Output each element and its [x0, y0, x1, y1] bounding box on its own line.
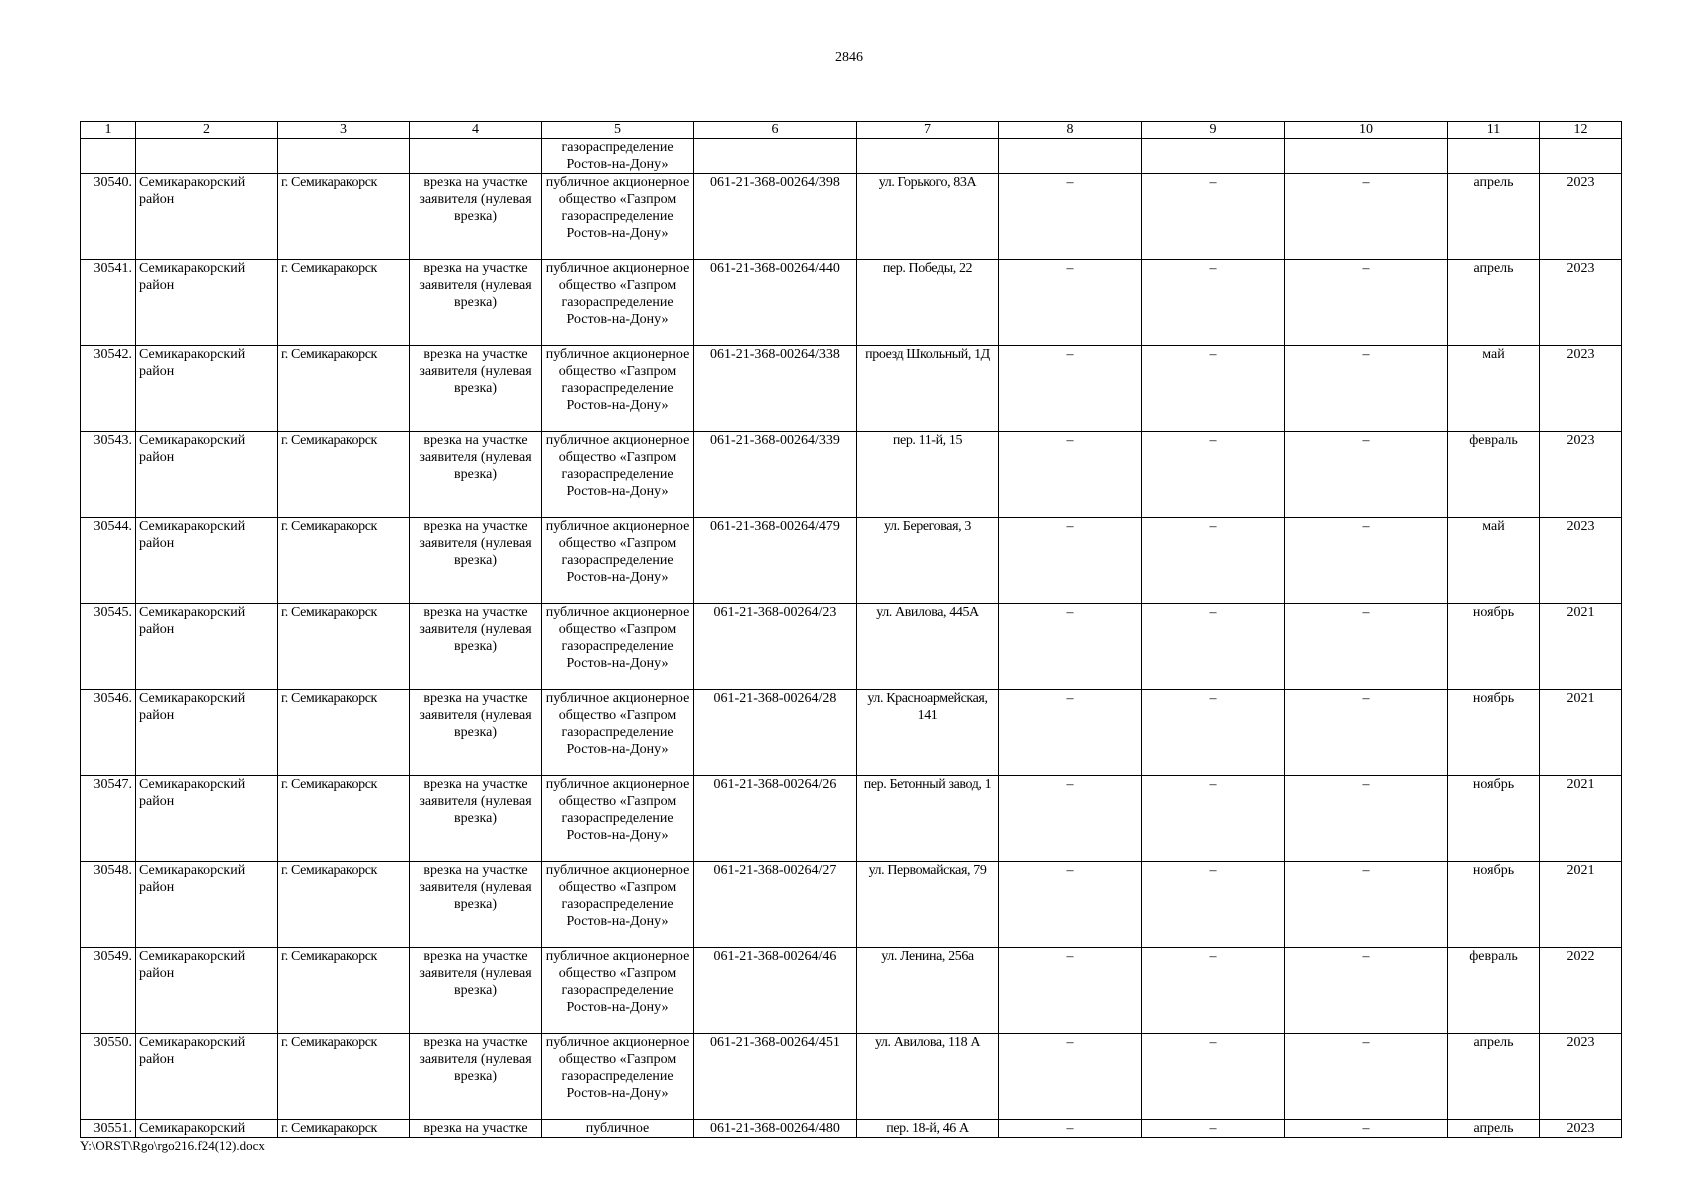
empty-cell — [694, 139, 857, 174]
project-code-cell: 061-21-368-00264/440 — [694, 260, 857, 346]
row-number-cell: 30541. — [81, 260, 136, 346]
column-8-cell: – — [999, 1120, 1142, 1138]
column-10-cell: – — [1285, 260, 1448, 346]
project-code-cell: 061-21-368-00264/338 — [694, 346, 857, 432]
month-cell: февраль — [1448, 948, 1540, 1034]
connection-type-cell: врезка на участке заявителя (нулевая врезка) — [410, 776, 542, 862]
organization-cell: публичное акционерное общество «Газпром газораспределение Ростов-на-Дону» — [542, 518, 694, 604]
address-cell: пер. 18-й, 46 А — [857, 1120, 999, 1138]
column-8-cell: – — [999, 604, 1142, 690]
table-row — [81, 518, 1622, 604]
month-cell: май — [1448, 346, 1540, 432]
table-row — [81, 604, 1622, 690]
table-row — [81, 432, 1622, 518]
row-number-cell: 30544. — [81, 518, 136, 604]
column-header: 8 — [999, 122, 1142, 139]
column-10-cell: – — [1285, 518, 1448, 604]
district-cell: Семикаракорский район — [136, 174, 278, 260]
connection-type-cell: врезка на участке заявителя (нулевая врезка) — [410, 604, 542, 690]
empty-cell — [999, 139, 1142, 174]
year-cell: 2023 — [1540, 1120, 1622, 1138]
address-cell: проезд Школьный, 1Д — [857, 346, 999, 432]
column-10-cell: – — [1285, 346, 1448, 432]
organization-cell: публичное акционерное общество «Газпром газораспределение Ростов-на-Дону» — [542, 174, 694, 260]
row-number-cell: 30546. — [81, 690, 136, 776]
column-9-cell: – — [1142, 1034, 1285, 1120]
column-header: 7 — [857, 122, 999, 139]
column-8-cell: – — [999, 174, 1142, 260]
district-cell: Семикаракорский район — [136, 518, 278, 604]
column-9-cell: – — [1142, 260, 1285, 346]
column-9-cell: – — [1142, 604, 1285, 690]
row-number-cell: 30550. — [81, 1034, 136, 1120]
year-cell: 2021 — [1540, 862, 1622, 948]
connection-type-cell: врезка на участке заявителя (нулевая врезка) — [410, 432, 542, 518]
connection-type-cell: врезка на участке заявителя (нулевая врезка) — [410, 690, 542, 776]
organization-cell: публичное акционерное общество «Газпром газораспределение Ростов-на-Дону» — [542, 1034, 694, 1120]
column-10-cell: – — [1285, 604, 1448, 690]
month-cell: ноябрь — [1448, 776, 1540, 862]
table-row — [81, 260, 1622, 346]
column-header: 3 — [278, 122, 410, 139]
address-cell: пер. 11-й, 15 — [857, 432, 999, 518]
year-cell: 2022 — [1540, 948, 1622, 1034]
year-cell: 2021 — [1540, 776, 1622, 862]
organization-cell: публичное акционерное общество «Газпром газораспределение Ростов-на-Дону» — [542, 260, 694, 346]
empty-cell — [81, 139, 136, 174]
table-row — [81, 1034, 1622, 1120]
city-cell: г. Семикаракорск — [278, 948, 410, 1034]
row-number-cell: 30548. — [81, 862, 136, 948]
project-code-cell: 061-21-368-00264/46 — [694, 948, 857, 1034]
row-number-cell: 30549. — [81, 948, 136, 1034]
connection-type-cell: врезка на участке — [410, 1120, 542, 1138]
column-8-cell: – — [999, 862, 1142, 948]
city-cell: г. Семикаракорск — [278, 174, 410, 260]
year-cell: 2023 — [1540, 260, 1622, 346]
column-9-cell: – — [1142, 346, 1285, 432]
column-9-cell: – — [1142, 862, 1285, 948]
table-row — [81, 862, 1622, 948]
column-header: 11 — [1448, 122, 1540, 139]
district-cell: Семикаракорский район — [136, 1034, 278, 1120]
city-cell: г. Семикаракорск — [278, 346, 410, 432]
city-cell: г. Семикаракорск — [278, 776, 410, 862]
year-cell: 2021 — [1540, 690, 1622, 776]
column-10-cell: – — [1285, 948, 1448, 1034]
connection-type-cell: врезка на участке заявителя (нулевая врезка) — [410, 174, 542, 260]
address-cell: ул. Горького, 83А — [857, 174, 999, 260]
column-header: 9 — [1142, 122, 1285, 139]
column-9-cell: – — [1142, 518, 1285, 604]
month-cell: ноябрь — [1448, 690, 1540, 776]
empty-cell — [1285, 139, 1448, 174]
year-cell: 2023 — [1540, 1034, 1622, 1120]
table-row — [81, 1120, 1622, 1138]
project-code-cell: 061-21-368-00264/480 — [694, 1120, 857, 1138]
empty-cell — [278, 139, 410, 174]
month-cell: апрель — [1448, 1034, 1540, 1120]
address-cell: ул. Береговая, 3 — [857, 518, 999, 604]
column-9-cell: – — [1142, 174, 1285, 260]
column-header: 12 — [1540, 122, 1622, 139]
table-row — [81, 948, 1622, 1034]
city-cell: г. Семикаракорск — [278, 1034, 410, 1120]
connection-type-cell: врезка на участке заявителя (нулевая врезка) — [410, 260, 542, 346]
row-number-cell: 30547. — [81, 776, 136, 862]
table-row — [81, 690, 1622, 776]
organization-cell: публичное акционерное общество «Газпром газораспределение Ростов-на-Дону» — [542, 776, 694, 862]
city-cell: г. Семикаракорск — [278, 604, 410, 690]
column-9-cell: – — [1142, 432, 1285, 518]
year-cell: 2023 — [1540, 174, 1622, 260]
year-cell: 2021 — [1540, 604, 1622, 690]
month-cell: ноябрь — [1448, 604, 1540, 690]
city-cell: г. Семикаракорск — [278, 518, 410, 604]
column-9-cell: – — [1142, 1120, 1285, 1138]
address-cell: ул. Первомайская, 79 — [857, 862, 999, 948]
month-cell: ноябрь — [1448, 862, 1540, 948]
column-8-cell: – — [999, 518, 1142, 604]
organization-cell: публичное акционерное общество «Газпром газораспределение Ростов-на-Дону» — [542, 690, 694, 776]
column-10-cell: – — [1285, 174, 1448, 260]
month-cell: май — [1448, 518, 1540, 604]
connection-type-cell: врезка на участке заявителя (нулевая врезка) — [410, 518, 542, 604]
table-row — [81, 174, 1622, 260]
row-number-cell: 30540. — [81, 174, 136, 260]
column-8-cell: – — [999, 346, 1142, 432]
city-cell: г. Семикаракорск — [278, 432, 410, 518]
column-header: 6 — [694, 122, 857, 139]
file-path-footer: Y:\ORST\Rgo\rgo216.f24(12).docx — [80, 1138, 265, 1153]
column-8-cell: – — [999, 776, 1142, 862]
organization-cell: газораспределение Ростов-на-Дону» — [542, 139, 694, 174]
column-10-cell: – — [1285, 1034, 1448, 1120]
column-8-cell: – — [999, 432, 1142, 518]
district-cell: Семикаракорский район — [136, 690, 278, 776]
organization-cell: публичное акционерное общество «Газпром газораспределение Ростов-на-Дону» — [542, 432, 694, 518]
column-10-cell: – — [1285, 776, 1448, 862]
month-cell: апрель — [1448, 260, 1540, 346]
row-number-cell: 30545. — [81, 604, 136, 690]
address-cell: ул. Авилова, 445А — [857, 604, 999, 690]
column-10-cell: – — [1285, 862, 1448, 948]
empty-cell — [1448, 139, 1540, 174]
project-code-cell: 061-21-368-00264/23 — [694, 604, 857, 690]
connection-type-cell: врезка на участке заявителя (нулевая врезка) — [410, 862, 542, 948]
column-header: 4 — [410, 122, 542, 139]
column-10-cell: – — [1285, 690, 1448, 776]
column-8-cell: – — [999, 690, 1142, 776]
column-number-row — [81, 122, 1622, 139]
project-code-cell: 061-21-368-00264/28 — [694, 690, 857, 776]
address-cell: ул. Красноармейская, 141 — [857, 690, 999, 776]
column-9-cell: – — [1142, 690, 1285, 776]
column-header: 5 — [542, 122, 694, 139]
city-cell: г. Семикаракорск — [278, 260, 410, 346]
project-code-cell: 061-21-368-00264/451 — [694, 1034, 857, 1120]
address-cell: ул. Авилова, 118 А — [857, 1034, 999, 1120]
project-code-cell: 061-21-368-00264/26 — [694, 776, 857, 862]
project-code-cell: 061-21-368-00264/479 — [694, 518, 857, 604]
column-header: 10 — [1285, 122, 1448, 139]
connection-type-cell: врезка на участке заявителя (нулевая врезка) — [410, 346, 542, 432]
continuation-row — [81, 139, 1622, 174]
column-header: 1 — [81, 122, 136, 139]
empty-cell — [1540, 139, 1622, 174]
district-cell: Семикаракорский район — [136, 604, 278, 690]
city-cell: г. Семикаракорск — [278, 862, 410, 948]
district-cell: Семикаракорский район — [136, 862, 278, 948]
connection-type-cell: врезка на участке заявителя (нулевая врезка) — [410, 1034, 542, 1120]
column-9-cell: – — [1142, 948, 1285, 1034]
organization-cell: публичное — [542, 1120, 694, 1138]
organization-cell: публичное акционерное общество «Газпром газораспределение Ростов-на-Дону» — [542, 346, 694, 432]
year-cell: 2023 — [1540, 432, 1622, 518]
row-number-cell: 30542. — [81, 346, 136, 432]
column-10-cell: – — [1285, 432, 1448, 518]
project-code-cell: 061-21-368-00264/339 — [694, 432, 857, 518]
organization-cell: публичное акционерное общество «Газпром газораспределение Ростов-на-Дону» — [542, 862, 694, 948]
connection-type-cell: врезка на участке заявителя (нулевая врезка) — [410, 948, 542, 1034]
column-8-cell: – — [999, 1034, 1142, 1120]
column-9-cell: – — [1142, 776, 1285, 862]
empty-cell — [136, 139, 278, 174]
column-10-cell: – — [1285, 1120, 1448, 1138]
city-cell: г. Семикаракорск — [278, 1120, 410, 1138]
project-code-cell: 061-21-368-00264/27 — [694, 862, 857, 948]
district-cell: Семикаракорский район — [136, 346, 278, 432]
organization-cell: публичное акционерное общество «Газпром газораспределение Ростов-на-Дону» — [542, 604, 694, 690]
address-cell: ул. Ленина, 256а — [857, 948, 999, 1034]
registry-table — [80, 121, 1622, 1138]
table-row — [81, 776, 1622, 862]
row-number-cell: 30543. — [81, 432, 136, 518]
month-cell: февраль — [1448, 432, 1540, 518]
district-cell: Семикаракорский район — [136, 948, 278, 1034]
empty-cell — [857, 139, 999, 174]
project-code-cell: 061-21-368-00264/398 — [694, 174, 857, 260]
row-number-cell: 30551. — [81, 1120, 136, 1138]
district-cell: Семикаракорский район — [136, 260, 278, 346]
empty-cell — [410, 139, 542, 174]
empty-cell — [1142, 139, 1285, 174]
table-row — [81, 346, 1622, 432]
year-cell: 2023 — [1540, 346, 1622, 432]
column-8-cell: – — [999, 260, 1142, 346]
district-cell: Семикаракорский район — [136, 776, 278, 862]
address-cell: пер. Победы, 22 — [857, 260, 999, 346]
address-cell: пер. Бетонный завод, 1 — [857, 776, 999, 862]
district-cell: Семикаракорский — [136, 1120, 278, 1138]
year-cell: 2023 — [1540, 518, 1622, 604]
column-8-cell: – — [999, 948, 1142, 1034]
organization-cell: публичное акционерное общество «Газпром газораспределение Ростов-на-Дону» — [542, 948, 694, 1034]
district-cell: Семикаракорский район — [136, 432, 278, 518]
city-cell: г. Семикаракорск — [278, 690, 410, 776]
page-number: 2846 — [835, 50, 863, 65]
month-cell: апрель — [1448, 174, 1540, 260]
column-header: 2 — [136, 122, 278, 139]
month-cell: апрель — [1448, 1120, 1540, 1138]
